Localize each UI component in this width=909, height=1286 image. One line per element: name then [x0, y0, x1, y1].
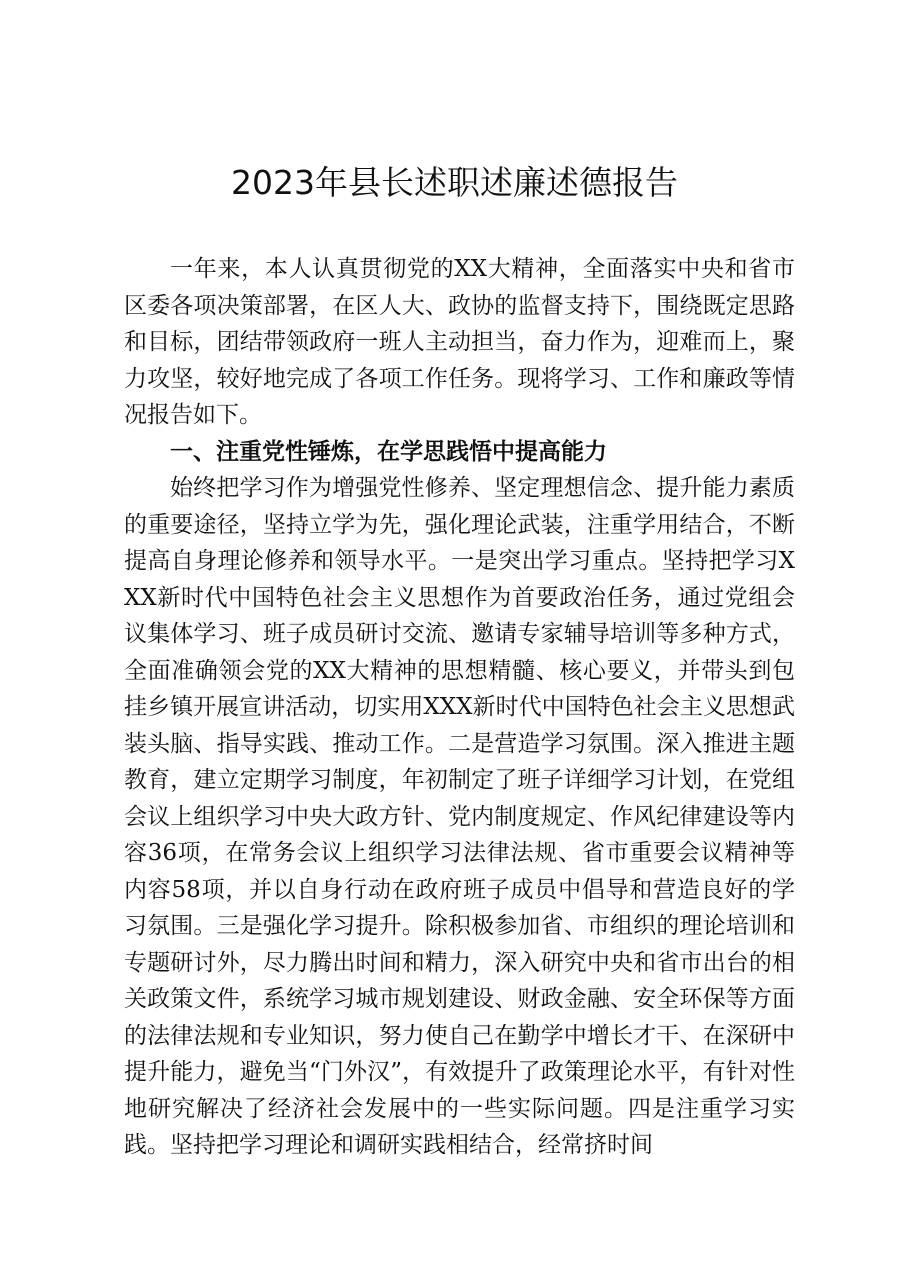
- document-title: 2023年县长述职述廉述德报告: [231, 163, 678, 202]
- section-1-paragraph: 始终把学习作为增强党性修养、坚定理想信念、提升能力素质的重要途径，坚持立学为先，强化理论武装，注重学用结合，不断提高自身理论修养和领导水平。一是突出学习重点。坚持把学习XXX新时代中国特色社会主义思想作为首要政治任务，通过党组会议集体学习、班子成员研讨交流、邀请专家辅导培训等多种方式，全面准确领会党的XX大精神的思想精髓、核心要义，并带头到包挂乡镇开展宣讲活动，切实用XXX新时代中国特色社会主义思想武装头脑、指导实践、推动工作。二是营造学习氛围。深入推进主题教育，建立定期学习制度，年初制定了班子详细学习计划，在党组会议上组织学习中央大政方针、党内制度规定、作风纪律建设等内容36项，在常务会议上组织学习法律法规、省市重要会议精神等内容58项，并以自身行动在政府班子成员中倡导和营造良好的学习氛围。三是强化学习提升。除积极参加省、市组织的理论培训和专题研讨外，尽力腾出时间和精力，深入研究中央和省市出台的相关政策文件，系统学习城市规划建设、财政金融、安全环保等方面的法律法规和专业知识，努力使自己在勤学中增长才干、在深研中提升能力，避免当“门外汉”，有效提升了政策理论水平，有针对性地研究解决了经济社会发展中的一些实际问题。四是注重学习实践。坚持把学习理论和调研实践相结合，经常挤时间: [124, 475, 795, 1158]
- intro-paragraph: 一年来，本人认真贯彻党的XX大精神，全面落实中央和省市区委各项决策部署，在区人大、政协的监督支持下，围绕既定思路和目标，团结带领政府一班人主动担当，奋力作为，迎难而上，聚力攻坚，较好地完成了各项工作任务。现将学习、工作和廉政等情况报告如下。: [124, 256, 795, 428]
- section-heading-1: 一、注重党性锤炼，在学思践悟中提高能力: [170, 439, 607, 465]
